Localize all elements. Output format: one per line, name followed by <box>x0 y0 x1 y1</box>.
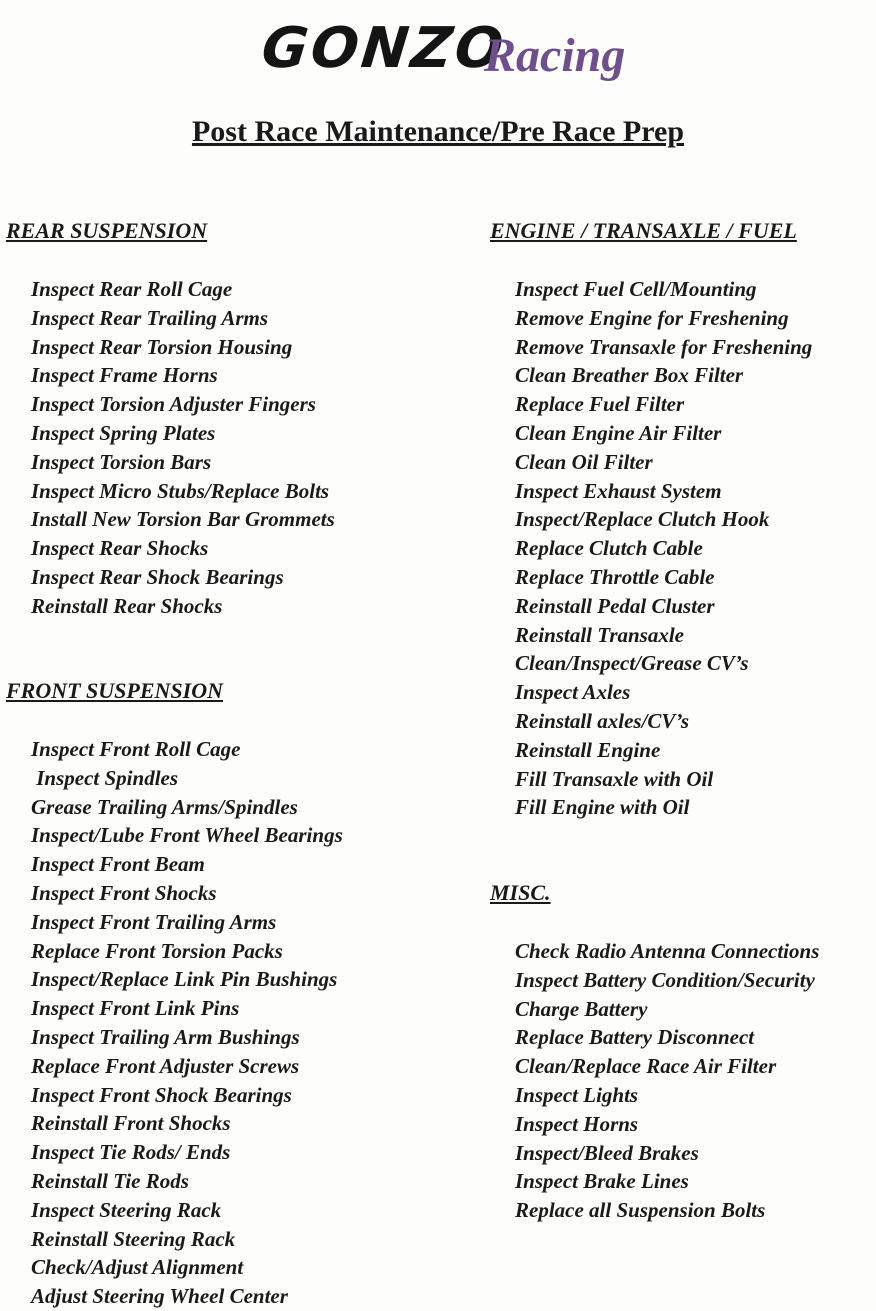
checklist-item: Inspect Front Beam <box>31 852 205 877</box>
page-title: Post Race Maintenance/Pre Race Prep <box>191 115 685 148</box>
checklist-item: Fill Transaxle with Oil <box>515 766 714 791</box>
checklist-item: Inspect Front Shocks <box>31 880 217 905</box>
checklist-item: Inspect Rear Trailing Arms <box>31 305 269 330</box>
checklist-item: Check Radio Antenna Connections <box>515 939 820 963</box>
checklist-item: Inspect Spring Plates <box>31 420 216 445</box>
rear-suspension-list <box>31 275 335 621</box>
checklist-item: Inspect/Bleed Brakes <box>515 1140 699 1165</box>
checklist-item: Inspect Front Roll Cage <box>31 737 241 761</box>
checklist-item: Replace Throttle Cable <box>515 564 715 589</box>
checklist-item: Reinstall axles/CV’s <box>515 708 690 733</box>
checklist-item: Install New Torsion Bar Grommets <box>31 507 335 532</box>
checklist-item: Clean Breather Box Filter <box>515 363 744 388</box>
front-suspension-heading: FRONT SUSPENSION <box>6 678 223 703</box>
checklist-item: Inspect Front Shock Bearings <box>31 1082 292 1107</box>
checklist-item: Remove Engine for Freshening <box>515 305 789 330</box>
checklist-item: Inspect Rear Shocks <box>31 536 209 561</box>
checklist-item: Remove Transaxle for Freshening <box>515 334 813 359</box>
checklist-item: Replace Clutch Cable <box>515 536 703 561</box>
checklist-item: Fill Engine with Oil <box>515 795 690 820</box>
checklist-item: Inspect/Lube Front Wheel Bearings <box>31 823 343 848</box>
checklist-item: Inspect Rear Torsion Housing <box>31 334 293 359</box>
checklist-item: Reinstall Transaxle <box>515 622 684 647</box>
checklist-item: Reinstall Rear Shocks <box>31 593 223 618</box>
checklist-item: Inspect Brake Lines <box>515 1169 689 1194</box>
checklist-item: Inspect Horns <box>515 1111 639 1136</box>
checklist-item: Adjust Steering Wheel Center <box>31 1284 288 1309</box>
checklist-item: Reinstall Engine <box>515 737 661 762</box>
checklist-item: Inspect Micro Stubs/Replace Bolts <box>31 478 330 503</box>
front-suspension-list <box>31 735 343 1311</box>
checklist-item: Charge Battery <box>515 996 648 1021</box>
checklist-item: Inspect Fuel Cell/Mounting <box>515 277 757 301</box>
checklist-item: Inspect Exhaust System <box>515 478 722 503</box>
checklist-item: Clean Oil Filter <box>515 449 653 474</box>
checklist-item: Check/Adjust Alignment <box>31 1255 244 1280</box>
checklist-item: Grease Trailing Arms/Spindles <box>31 794 298 819</box>
misc-list <box>515 937 819 1225</box>
checklist-item: Clean/Inspect/Grease CV’s <box>515 651 749 676</box>
checklist-item: Inspect Front Link Pins <box>31 996 240 1021</box>
checklist-item: Inspect Trailing Arm Bushings <box>31 1024 300 1049</box>
checklist-item: Replace Fuel Filter <box>515 392 685 417</box>
checklist-item: Replace all Suspension Bolts <box>515 1198 766 1223</box>
checklist-item: Inspect Axles <box>515 680 631 705</box>
logo-gonzo-text: GONZO <box>258 16 510 81</box>
checklist-item: Inspect Torsion Bars <box>31 449 212 474</box>
checklist-item: Replace Front Torsion Packs <box>31 938 283 963</box>
checklist-item: Clean/Replace Race Air Filter <box>515 1054 777 1079</box>
checklist-item: Inspect/Replace Link Pin Bushings <box>31 967 338 992</box>
checklist-item: Inspect Rear Shock Bearings <box>31 564 284 589</box>
engine-transaxle-fuel-heading: ENGINE / TRANSAXLE / FUEL <box>490 218 797 243</box>
checklist-item: Inspect Front Trailing Arms <box>31 909 277 934</box>
logo-racing-text: Racing <box>484 29 626 82</box>
checklist-item: Reinstall Tie Rods <box>31 1168 189 1193</box>
checklist-item: Inspect Lights <box>515 1082 639 1107</box>
checklist-item: Clean Engine Air Filter <box>515 420 722 445</box>
rear-suspension-heading: REAR SUSPENSION <box>6 218 208 243</box>
checklist-item: Reinstall Steering Rack <box>31 1226 236 1251</box>
checklist-item: Inspect Battery Condition/Security <box>515 967 815 992</box>
checklist-item: Inspect Tie Rods/ Ends <box>31 1140 231 1165</box>
checklist-item: Inspect Torsion Adjuster Fingers <box>31 392 316 417</box>
checklist-item: Inspect Steering Rack <box>31 1197 222 1222</box>
checklist-item: Inspect/Replace Clutch Hook <box>515 507 770 532</box>
checklist-item: Replace Battery Disconnect <box>515 1025 755 1050</box>
checklist-item: Replace Front Adjuster Screws <box>31 1053 300 1078</box>
gonzo-racing-logo <box>258 10 652 88</box>
engine-transaxle-fuel-list <box>515 275 812 822</box>
checklist-item: Inspect Frame Horns <box>31 363 218 388</box>
checklist-item: Reinstall Front Shocks <box>31 1111 231 1136</box>
misc-heading: MISC. <box>490 880 551 905</box>
checklist-item: Inspect Rear Roll Cage <box>31 277 233 301</box>
checklist-item: Reinstall Pedal Cluster <box>515 593 715 618</box>
checklist-item: Inspect Spindles <box>31 765 179 790</box>
